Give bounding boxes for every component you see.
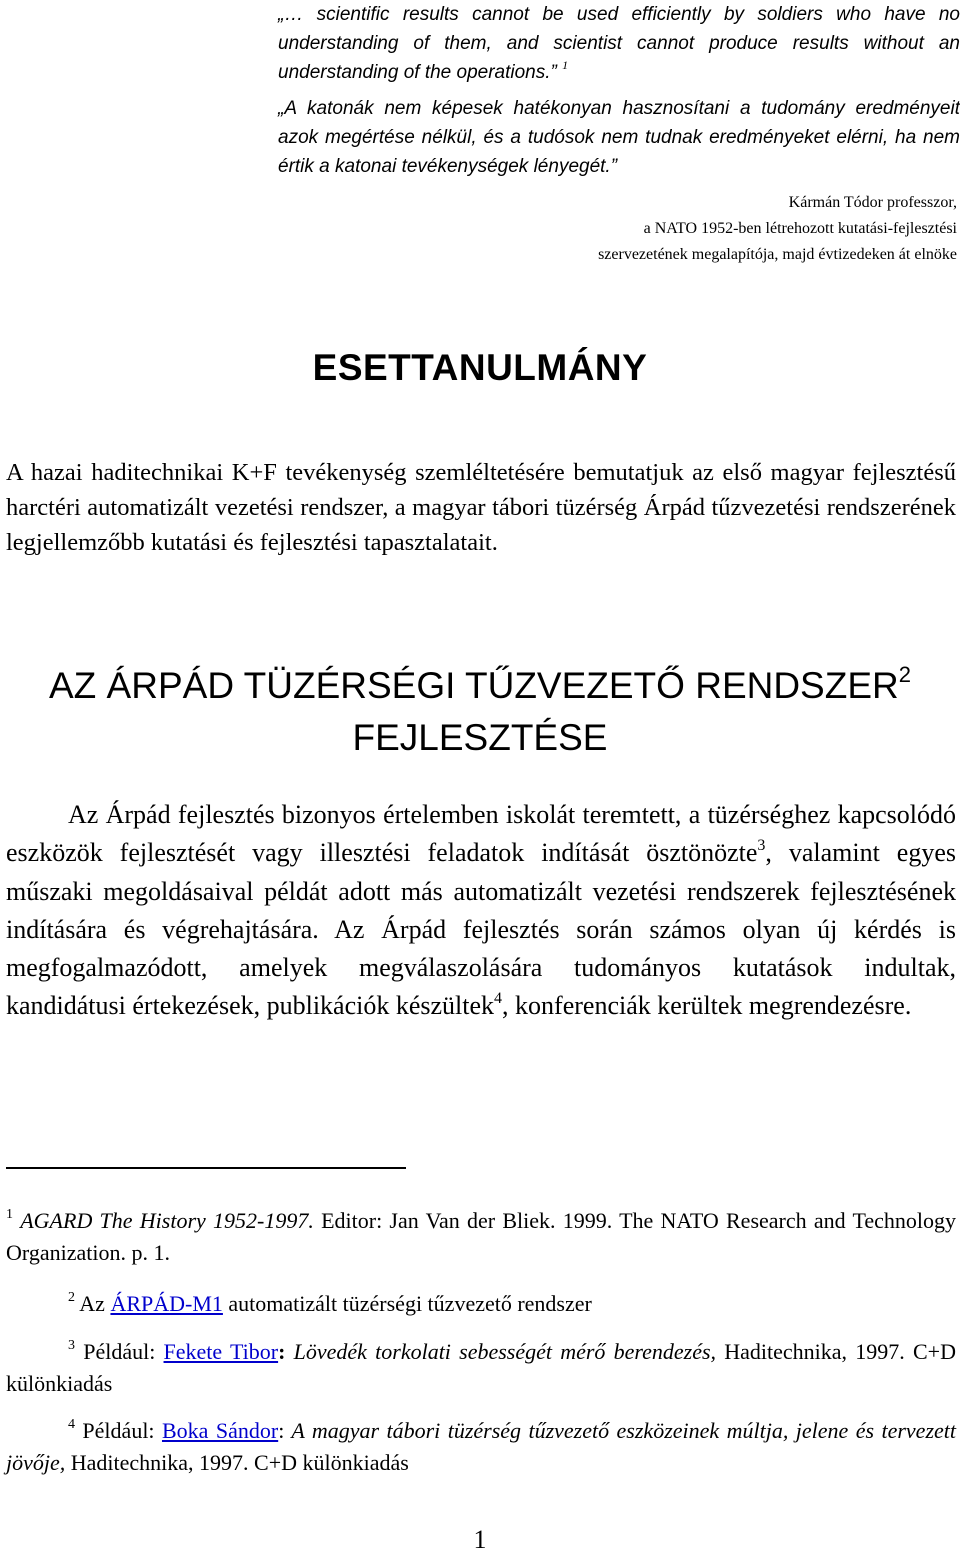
footnote-1: [6, 1205, 956, 1269]
footnote-2-text: automatizált tüzérségi tűzvezető rendszer: [222, 1291, 592, 1316]
section-heading-line-2: FEJLESZTÉSE: [352, 717, 608, 758]
case-study-heading: ESETTANULMÁNY: [312, 347, 648, 388]
footnote-4-pre: Például:: [75, 1418, 162, 1443]
footnote-ref-3[interactable]: 3: [757, 837, 766, 855]
section-heading-line-1: AZ ÁRPÁD TÜZÉRSÉGI TŰZVEZETŐ RENDSZER: [49, 665, 899, 706]
footnote-ref-1[interactable]: 1: [562, 58, 569, 72]
boka-sandor-link[interactable]: Boka Sándor: [161, 1418, 279, 1443]
footnote-1-text: Editor: Jan Van der Bliek. 1999. The NATO Research and Technology Organization. p. 1.: [6, 1208, 957, 1265]
footnote-ref-2[interactable]: 2: [898, 662, 911, 687]
attribution-line-1: Kármán Tódor professzor,: [788, 194, 957, 211]
body-paragraph: [6, 796, 956, 1026]
footnote-4-title: A magyar tábori tüzérség tűzvezető eszközeinek múltja, jelene és tervezett jövője,: [6, 1418, 956, 1475]
footnote-4-number: 4: [68, 1417, 75, 1432]
body-text-part-2: , valamint egyes műszaki megoldásaival példát adott más automatizált vezetési rendszerek fejlesztésének indítására és végrehajtására. Az Árpád fejlesztés során számos olyan új kérdés is megfogalmazódott, amelyek megválaszolására tudományos kutatások indultak, kandidátusi értekezések, publikációk készültek: [6, 838, 956, 1021]
footnote-3: [6, 1336, 956, 1400]
footnote-3-title: Lövedék torkolati sebességét mérő berendezés,: [285, 1339, 717, 1364]
footnote-4: [6, 1415, 956, 1479]
motto-hungarian: „A katonák nem képesek hatékonyan hasznosítani a tudomány eredményeit azok megértése nélkül, és a tudósok nem tudnak eredményeket elérni, ha nem értik a katonai tevékenységek lényegét.”: [278, 98, 960, 177]
motto-attribution: [460, 190, 957, 268]
footnote-4-colon: :: [278, 1418, 285, 1443]
page-number: 1: [473, 1525, 487, 1554]
footnote-2: [6, 1288, 956, 1320]
motto-english-text: „… scientific results cannot be used efficiently by soldiers who have no understanding of them, and scientist cannot produce results without an understanding of the operations.”: [278, 4, 960, 83]
footnote-2-pre: Az: [75, 1291, 111, 1316]
footnote-3-text: Haditechnika, 1997. C+D különkiadás: [6, 1339, 956, 1396]
arpad-m1-link[interactable]: ÁRPÁD-M1: [110, 1291, 223, 1316]
attribution-line-2: a NATO 1952-ben létrehozott kutatási-fejlesztési: [643, 220, 957, 237]
section-heading: [0, 660, 960, 764]
fekete-tibor-link[interactable]: Fekete Tibor: [163, 1339, 279, 1364]
body-text-part-3: , konferenciák kerültek megrendezésre.: [502, 991, 912, 1021]
footnote-2-number: 2: [68, 1290, 75, 1305]
footnote-3-pre: Például:: [75, 1339, 164, 1364]
footnote-3-number: 3: [68, 1338, 75, 1353]
footnote-3-colon: :: [278, 1339, 286, 1364]
attribution-line-3: szervezetének megalapítója, majd évtizedeken át elnöke: [598, 246, 957, 263]
motto-english: [278, 0, 960, 87]
footnote-1-number: 1: [6, 1207, 13, 1222]
footnote-1-title: AGARD The History 1952-1997.: [20, 1208, 314, 1233]
footnote-ref-4[interactable]: 4: [494, 990, 503, 1008]
footnote-separator: [6, 1167, 406, 1169]
body-text-part-1: Az Árpád fejlesztés bizonyos értelemben iskolát teremtett, a tüzérséghez kapcsolódó eszközök fejlesztését vagy illesztési feladatok indítását ösztönözte: [6, 800, 956, 868]
intro-paragraph: A hazai haditechnikai K+F tevékenység szemléltetésére bemutatjuk az első magyar fejlesztésű harctéri automatizált vezetési rendszer, a magyar tábori tüzérség Árpád tűzvezetési rendszerének legjellemzőbb kutatási és fejlesztési tapasztalatait.: [6, 459, 956, 556]
footnote-4-text: Haditechnika, 1997. C+D különkiadás: [65, 1450, 409, 1475]
